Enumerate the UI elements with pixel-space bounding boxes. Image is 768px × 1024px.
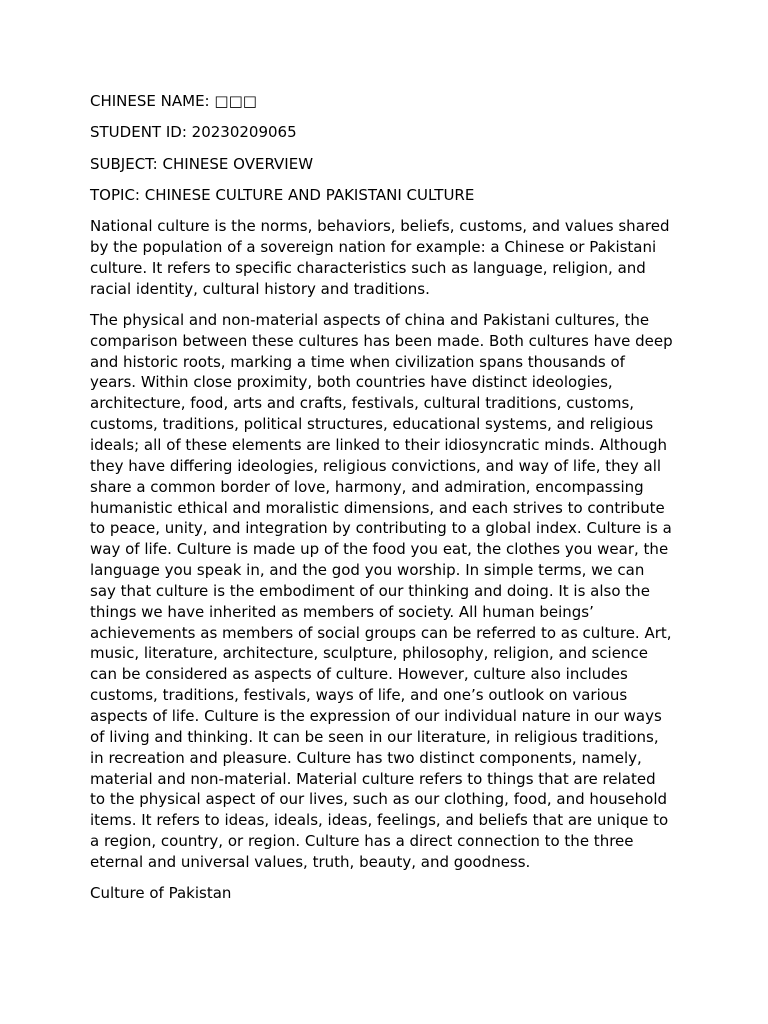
- text-line: share a common border of love, harmony, and admiration, encompassing: [90, 477, 644, 496]
- text-line: architecture, food, arts and crafts, festivals, cultural traditions, customs,: [90, 394, 635, 413]
- text-line: The physical and non-material aspects of china and Pakistani cultures, the: [90, 310, 650, 329]
- chinese-name-field: [90, 91, 768, 112]
- text-line: and historic roots, marking a time when civilization spans thousands of: [90, 352, 625, 371]
- body-paragraph: [90, 216, 768, 299]
- text-line: a region, country, or region. Culture has a direct connection to the three: [90, 832, 634, 851]
- text-line: aspects of life. Culture is the expression of our individual nature in our ways: [90, 706, 662, 725]
- student-id-label: STUDENT ID:: [90, 123, 187, 142]
- section-heading: Culture of Pakistan: [90, 884, 232, 903]
- topic-value: CHINESE CULTURE AND PAKISTANI CULTURE: [144, 185, 475, 204]
- text-line: humanistic ethical and moralistic dimensions, and each strives to contribute: [90, 498, 665, 517]
- text-line: customs, traditions, festivals, ways of life, and one’s outlook on various: [90, 686, 628, 705]
- chinese-name-value: □□□: [214, 92, 257, 110]
- text-line: language you speak in, and the god you worship. In simple terms, we can: [90, 561, 645, 580]
- subject-value: CHINESE OVERVIEW: [162, 154, 314, 173]
- text-line: comparison between these cultures has been made. Both cultures have deep: [90, 331, 673, 350]
- text-line: way of life. Culture is made up of the food you eat, the clothes you wear, the: [90, 540, 669, 559]
- text-line: achievements as members of social groups can be referred to as culture. Art,: [90, 623, 672, 642]
- text-line: racial identity, cultural history and traditions.: [90, 279, 430, 298]
- text-line: music, literature, architecture, sculpture, philosophy, religion, and science: [90, 644, 648, 663]
- text-line: things we have inherited as members of society. All human beings’: [90, 602, 594, 621]
- text-line: say that culture is the embodiment of our thinking and doing. It is also the: [90, 581, 650, 600]
- subject-field: [90, 154, 768, 175]
- topic-label: TOPIC:: [90, 185, 140, 204]
- topic-field: [90, 185, 768, 206]
- text-line: to the physical aspect of our lives, such as our clothing, food, and household: [90, 790, 668, 809]
- text-line: can be considered as aspects of culture. However, culture also includes: [90, 665, 628, 684]
- text-line: eternal and universal values, truth, beauty, and goodness.: [90, 852, 531, 871]
- text-line: culture. It refers to specific characteristics such as language, religion, and: [90, 258, 646, 277]
- text-line: National culture is the norms, behaviors, beliefs, customs, and values shared: [90, 217, 670, 236]
- student-id-value: 20230209065: [191, 123, 297, 142]
- student-id-field: [90, 122, 768, 143]
- text-line: items. It refers to ideas, ideals, ideas, feelings, and beliefs that are unique to: [90, 811, 669, 830]
- text-line: of living and thinking. It can be seen in our literature, in religious traditions,: [90, 727, 659, 746]
- text-line: in recreation and pleasure. Culture has two distinct components, namely,: [90, 748, 642, 767]
- body-text: [90, 216, 768, 873]
- text-line: to peace, unity, and integration by contributing to a global index. Culture is a: [90, 519, 672, 538]
- body-paragraph: [90, 310, 768, 873]
- text-line: they have differing ideologies, religious convictions, and way of life, they all: [90, 456, 662, 475]
- chinese-name-label: CHINESE NAME:: [90, 92, 210, 110]
- text-line: customs, traditions, political structures, educational systems, and religious: [90, 415, 654, 434]
- text-line: ideals; all of these elements are linked to their idiosyncratic minds. Although: [90, 436, 667, 454]
- text-line: material and non-material. Material culture refers to things that are related: [90, 769, 656, 788]
- text-line: years. Within close proximity, both countries have distinct ideologies,: [90, 373, 613, 392]
- text-line: by the population of a sovereign nation for example: a Chinese or Pakistani: [90, 237, 657, 256]
- subject-label: SUBJECT:: [90, 154, 158, 173]
